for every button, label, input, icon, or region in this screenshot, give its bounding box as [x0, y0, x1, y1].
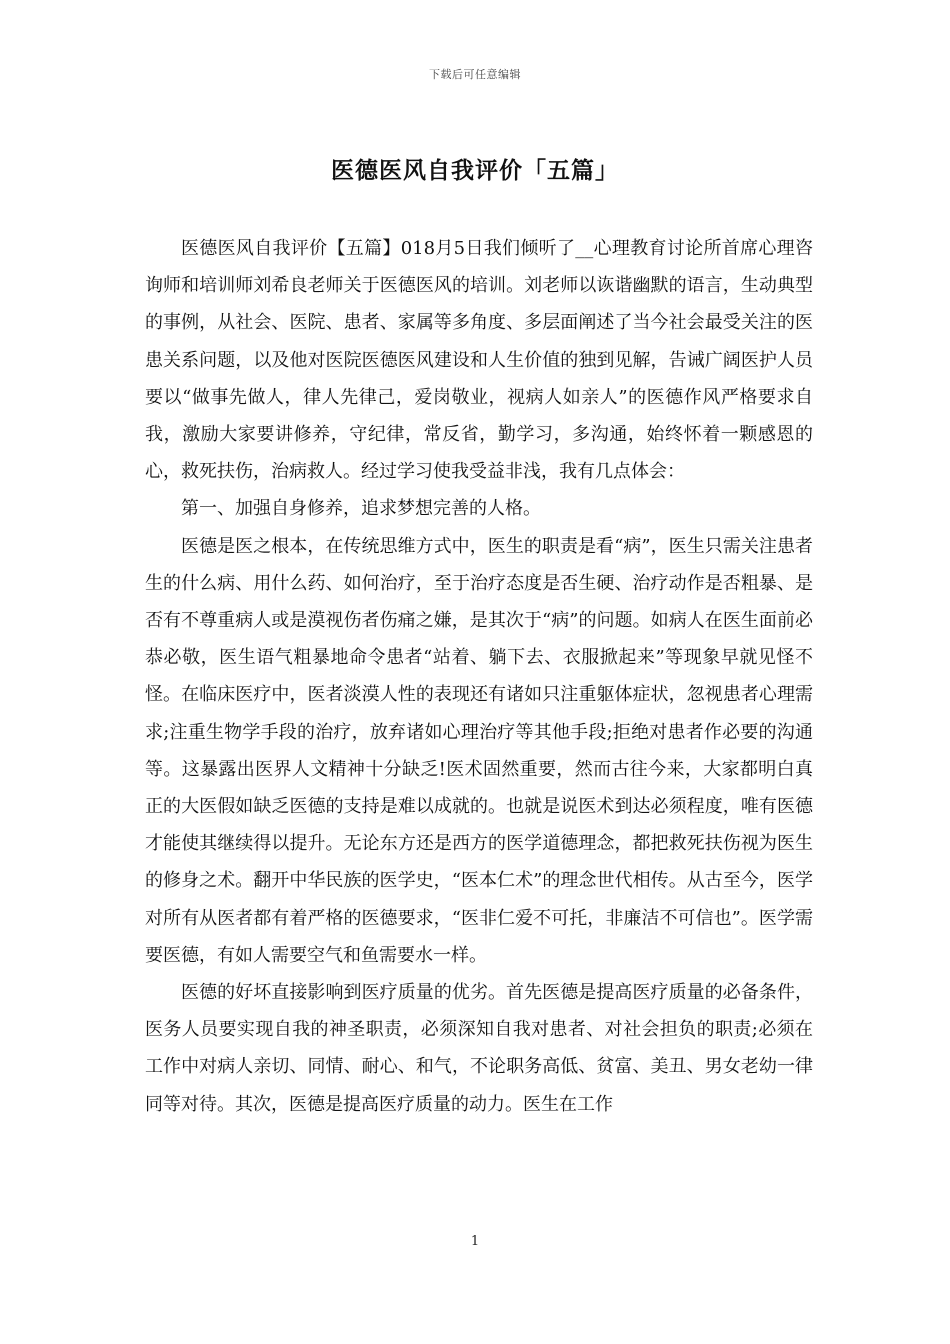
paragraph-point-one: 第一、加强自身修养，追求梦想完善的人格。 [181, 498, 541, 520]
page-number: 1 [470, 1234, 480, 1249]
paragraph-intro: 医德医风自我评价【五篇】018月5日我们倾听了__心理教育讨论所首席心理咨询师和培训师刘希良老师关于医德医风的培训。刘老师以诙谐幽默的语言，生动典型的事例，从社会、医院、患者、家属等多角度、多层面阐述了当今社会最受关注的医患关系问题，以及他对医院医德医风建设和人生价值的独到见解，告诫广阔医护人员要以“做事先做人，律人先律己，爱岗敬业，视病人如亲人”的医德作风严格要求自我，激励大家要讲修养，守纪律，常反省，勤学习，多沟通，始终怀着一颗感恩的心，救死扶伤，治病救人。经过学习使我受益非浅，我有几点体会： [145, 238, 813, 483]
document-body [145, 230, 813, 1123]
document-title: 医德医风自我评价「五篇」 [331, 157, 619, 184]
paragraph-medical-ethics: 医德是医之根本，在传统思维方式中，医生的职责是看“病”，医生只需关注患者生的什么病、用什么药、如何治疗，至于治疗态度是否生硬、治疗动作是否粗暴、是否有不尊重病人或是漠视伤者伤痛之嫌，是其次于“病”的问题。如病人在医生面前必恭必敬，医生语气粗暴地命令患者“站着、躺下去、衣服掀起来”等现象早就见怪不怪。在临床医疗中，医者淡漠人性的表现还有诸如只注重躯体症状，忽视患者心理需求;注重生物学手段的治疗，放弃诸如心理治疗等其他手段;拒绝对患者作必要的沟通等。这暴露出医界人文精神十分缺乏!医术固然重要，然而古往今来，大家都明白真正的大医假如缺乏医德的支持是难以成就的。也就是说医术到达必须程度，唯有医德才能使其继续得以提升。无论东方还是西方的医学道德理念，都把救死扶伤视为医生的修身之术。翻开中华民族的医学史，“医本仁术”的理念世代相传。从古至今，医学对所有从医者都有着严格的医德要求，“医非仁爱不可托，非廉洁不可信也”。医学需要医德，有如人需要空气和鱼需要水一样。 [145, 535, 813, 966]
header-note: 下载后可任意编辑 [429, 68, 521, 81]
paragraph-quality: 医德的好坏直接影响到医疗质量的优劣。首先医德是提高医疗质量的必备条件，医务人员要实现自我的神圣职责，必须深知自我对患者、对社会担负的职责;必须在工作中对病人亲切、同情、耐心、和气，不论职务高低、贫富、美丑、男女老幼一律同等对待。其次，医德是提高医疗质量的动力。医生在工作 [145, 982, 813, 1115]
